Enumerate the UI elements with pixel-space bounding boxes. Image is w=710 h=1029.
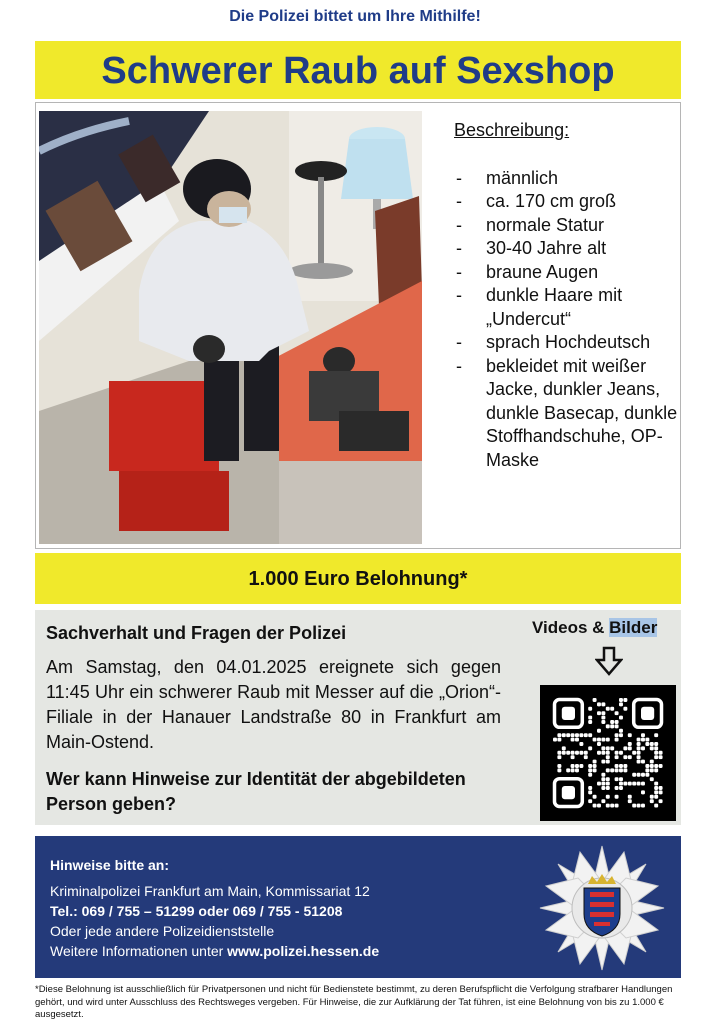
- description-item: - dunkle Haare mit „Undercut“: [454, 284, 679, 331]
- images-label-text: Bilder: [609, 618, 658, 637]
- videos-label-text: Videos &: [532, 618, 610, 637]
- reward-text: 1.000 Euro Belohnung*: [248, 568, 468, 590]
- contact-heading: Hinweise bitte an:: [50, 857, 170, 873]
- contact-section: [35, 836, 681, 978]
- videos-images-label: [532, 618, 657, 638]
- description-heading: Beschreibung:: [454, 120, 570, 140]
- description-item: - normale Statur: [454, 214, 679, 238]
- description-item: - ca. 170 cm groß: [454, 190, 679, 214]
- facts-question: Wer kann Hinweise zur Identität der abgebildeten Person geben?: [46, 769, 466, 814]
- facts-section: [35, 610, 681, 825]
- contact-office: Kriminalpolizei Frankfurt am Main, Kommissariat 12: [50, 883, 370, 899]
- contact-web-line: [50, 941, 379, 961]
- surveillance-photo: [39, 111, 422, 544]
- description-item: - braune Augen: [454, 261, 679, 285]
- contact-web-prefix: Weitere Informationen unter: [50, 943, 228, 959]
- appeal-headline: Die Polizei bittet um Ihre Mithilfe!: [229, 8, 481, 25]
- suspect-description: [454, 119, 679, 472]
- page-title: Schwerer Raub auf Sexshop: [101, 50, 615, 92]
- description-list: [454, 167, 679, 473]
- facts-text: Am Samstag, den 04.01.2025 ereignete sich gegen 11:45 Uhr ein schwerer Raub mit Messer auf die „Orion“-Filiale in der Hanauer Landstraße 80 in Frankfurt am Main-Ostend.: [46, 657, 501, 752]
- website-link[interactable]: www.polizei.hessen.de: [227, 943, 380, 959]
- reward-banner: [35, 553, 681, 604]
- contact-details: [50, 881, 379, 961]
- facts-heading: Sachverhalt und Fragen der Polizei: [46, 623, 347, 643]
- qr-code[interactable]: [540, 685, 676, 821]
- description-item: - 30-40 Jahre alt: [454, 237, 679, 261]
- arrow-down-icon: [595, 646, 623, 681]
- description-item: - sprach Hochdeutsch: [454, 331, 679, 355]
- contact-phone: Tel.: 069 / 755 – 51299 oder 069 / 755 - 51208: [50, 903, 343, 919]
- police-star-emblem: [535, 842, 669, 979]
- reward-footnote: *Diese Belohnung ist ausschließlich für Privatpersonen und nicht für Bedienstete bestimmt, zu deren Berufspflicht die Verfolgung strafbarer Handlungen gehört, und wird unter Ausschluss des Rechtsweges vergeben. Für Hinweise, die zur Aufklärung der Tat führen, ist eine Belohnung von bis zu 1.000 € ausgesetzt.: [35, 984, 673, 1020]
- title-banner: [35, 41, 681, 99]
- description-item: - männlich: [454, 167, 679, 191]
- contact-other-stations: Oder jede andere Polizeidienststelle: [50, 923, 275, 939]
- photo-section: [35, 102, 681, 549]
- description-item: - bekleidet mit weißer Jacke, dunkler Jeans, dunkle Basecap, dunkle Stoffhandschuhe, OP-Maske: [454, 355, 679, 473]
